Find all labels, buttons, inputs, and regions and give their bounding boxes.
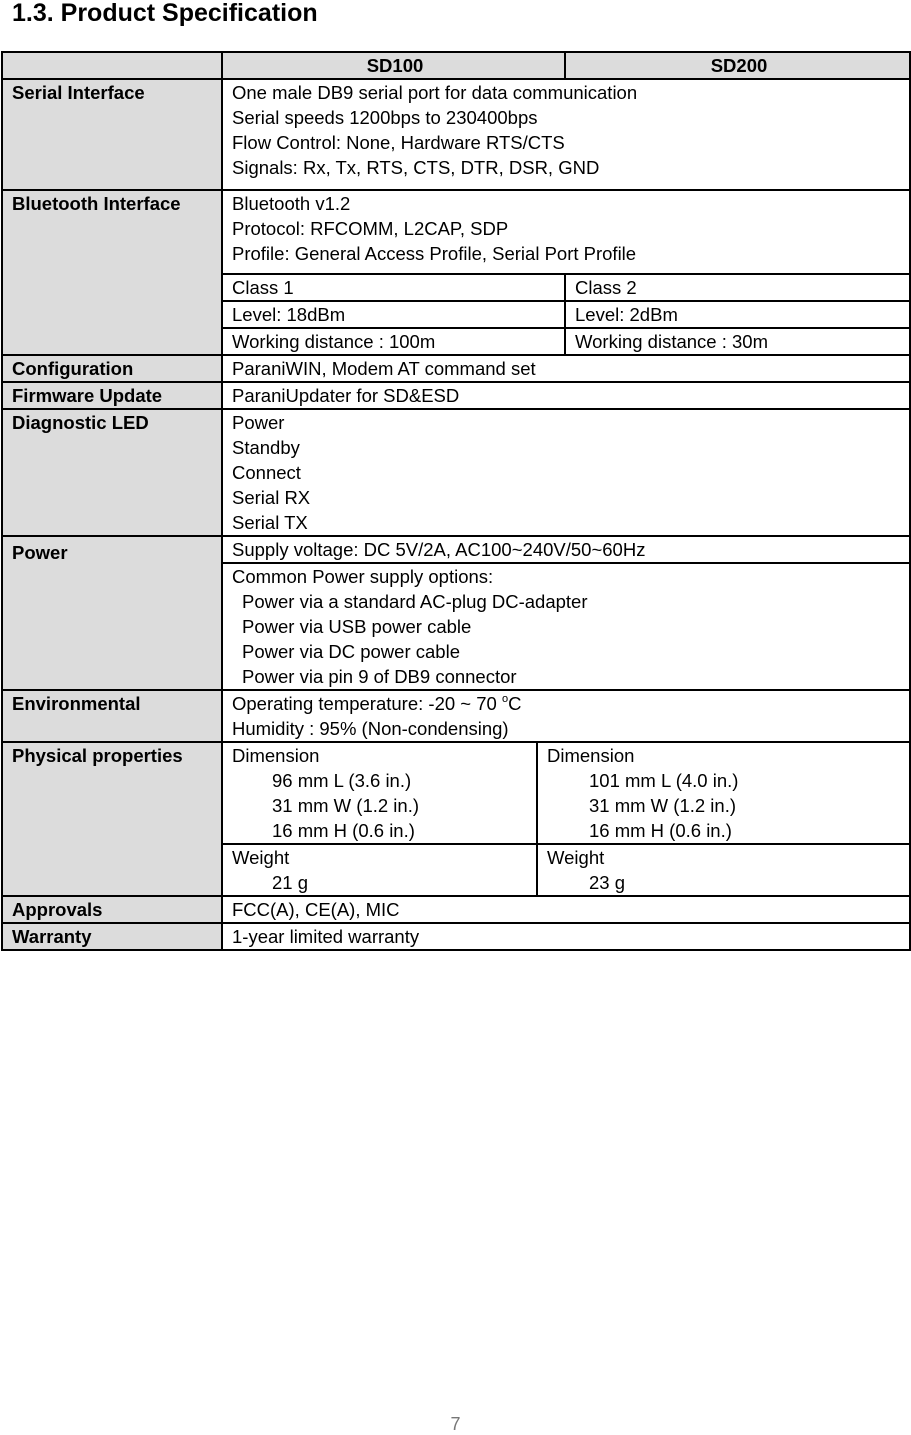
page-heading: 1.3. Product Specification — [12, 0, 318, 27]
sd100-value: Level: 18dBm — [222, 301, 565, 328]
spec-line: Power via a standard AC-plug DC-adapter — [242, 591, 588, 612]
degree-symbol: o — [501, 693, 509, 705]
spec-line — [232, 691, 903, 716]
spec-line: Dimension — [232, 745, 320, 766]
row-value — [222, 190, 910, 274]
row-label: Firmware Update — [2, 382, 222, 409]
spec-line: Profile: General Access Profile, Serial Port Profile — [232, 243, 637, 264]
header-corner — [2, 52, 222, 79]
row-label: Physical properties — [2, 742, 222, 896]
spec-line: Weight — [547, 847, 605, 868]
spec-line: 21 g — [272, 872, 309, 893]
spec-line: 16 mm H (0.6 in.) — [272, 820, 415, 841]
row-power — [2, 536, 910, 563]
row-configuration — [2, 355, 910, 382]
sd100-value: Working distance : 100m — [222, 328, 565, 355]
row-diagnostic-led — [2, 409, 910, 536]
sd200-value — [537, 844, 910, 896]
page-number: 7 — [450, 1414, 461, 1434]
row-label: Power — [2, 536, 222, 690]
spec-line: Humidity : 95% (Non-condensing) — [232, 718, 509, 739]
spec-line: Serial speeds 1200bps to 230400bps — [232, 107, 538, 128]
table-header-row — [2, 52, 910, 79]
spec-line: Flow Control: None, Hardware RTS/CTS — [232, 132, 565, 153]
spec-line: Serial RX — [232, 487, 311, 508]
row-label: Diagnostic LED — [2, 409, 222, 536]
row-warranty — [2, 923, 910, 950]
row-label: Bluetooth Interface — [2, 190, 222, 355]
temperature-text: Operating temperature: -20 ~ 70 — [232, 693, 502, 714]
spec-line: Connect — [232, 462, 301, 483]
row-label: Configuration — [2, 355, 222, 382]
row-value: 1-year limited warranty — [222, 923, 910, 950]
row-serial-interface — [2, 79, 910, 190]
row-label: Serial Interface — [2, 79, 222, 190]
sd100-value: Class 1 — [222, 274, 565, 301]
row-value — [222, 409, 910, 536]
spec-line: One male DB9 serial port for data communication — [232, 82, 638, 103]
spec-line: 96 mm L (3.6 in.) — [272, 770, 412, 791]
row-value: FCC(A), CE(A), MIC — [222, 896, 910, 923]
spec-line: Power via DC power cable — [242, 641, 460, 662]
sd200-value — [537, 742, 910, 844]
row-value: ParaniUpdater for SD&ESD — [222, 382, 910, 409]
spec-line: Protocol: RFCOMM, L2CAP, SDP — [232, 218, 509, 239]
spec-line: Serial TX — [232, 512, 308, 533]
sd200-value: Class 2 — [565, 274, 910, 301]
row-approvals — [2, 896, 910, 923]
row-value — [222, 690, 910, 742]
spec-table — [1, 51, 911, 951]
row-label: Environmental — [2, 690, 222, 742]
sd100-value — [222, 742, 537, 844]
spec-line: Standby — [232, 437, 300, 458]
column-header-sd200: SD200 — [565, 52, 910, 79]
row-label: Warranty — [2, 923, 222, 950]
temperature-unit: C — [508, 693, 522, 714]
row-environmental — [2, 690, 910, 742]
row-value — [222, 563, 910, 690]
spec-line: Dimension — [547, 745, 635, 766]
spec-line: Weight — [232, 847, 290, 868]
spec-line: 31 mm W (1.2 in.) — [272, 795, 419, 816]
row-value: Supply voltage: DC 5V/2A, AC100~240V/50~60Hz — [222, 536, 910, 563]
row-firmware-update — [2, 382, 910, 409]
spec-line: Bluetooth v1.2 — [232, 193, 351, 214]
spec-line: Common Power supply options: — [232, 566, 494, 587]
sd200-value: Working distance : 30m — [565, 328, 910, 355]
row-bluetooth-interface — [2, 190, 910, 274]
column-header-sd100: SD100 — [222, 52, 565, 79]
spec-line: Power — [232, 412, 285, 433]
sd200-value: Level: 2dBm — [565, 301, 910, 328]
spec-line: Signals: Rx, Tx, RTS, CTS, DTR, DSR, GND — [232, 157, 600, 178]
spec-line: 16 mm H (0.6 in.) — [589, 820, 732, 841]
spec-line: Power via pin 9 of DB9 connector — [242, 666, 517, 687]
spec-line: Power via USB power cable — [242, 616, 472, 637]
row-value — [222, 79, 910, 190]
row-label: Approvals — [2, 896, 222, 923]
spec-line: 23 g — [589, 872, 626, 893]
row-value: ParaniWIN, Modem AT command set — [222, 355, 910, 382]
row-physical-dimension — [2, 742, 910, 844]
spec-line: 101 mm L (4.0 in.) — [589, 770, 739, 791]
spec-line: 31 mm W (1.2 in.) — [589, 795, 736, 816]
sd100-value — [222, 844, 537, 896]
